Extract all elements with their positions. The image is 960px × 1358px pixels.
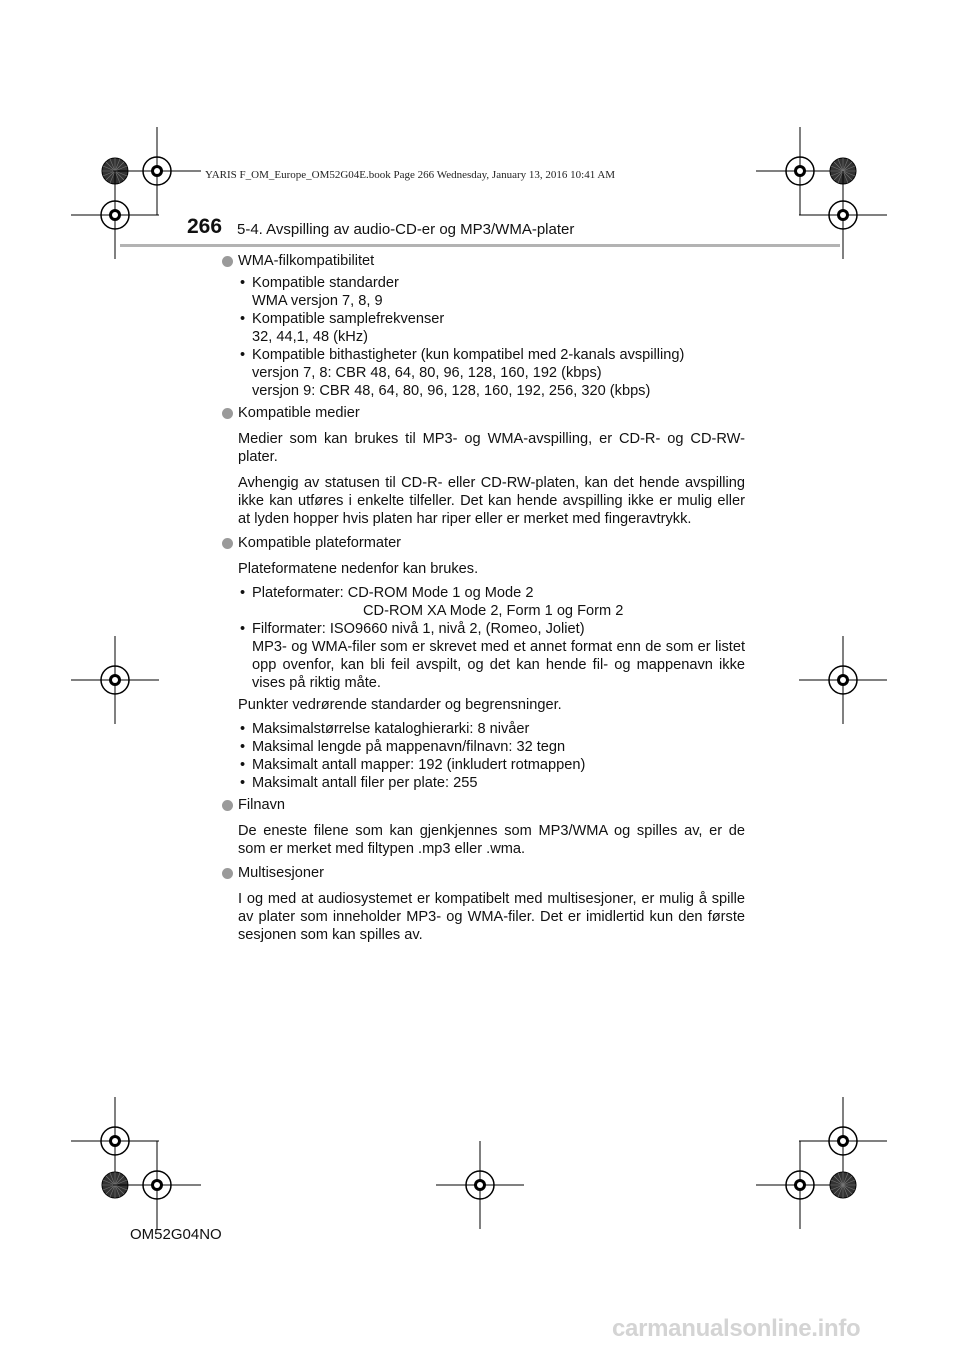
list-item: [238, 310, 745, 346]
bullet-icon: [222, 538, 233, 549]
section-multisession: [222, 864, 745, 882]
item-detail: versjon 9: CBR 48, 64, 80, 96, 128, 160, 192, 256, 320 (kbps): [252, 383, 651, 399]
item-detail: 32, 44,1, 48 (kHz): [252, 329, 368, 345]
header-rule: [120, 244, 840, 247]
paragraph: De eneste filene som kan gjenkjennes som MP3/WMA og spilles av, er de som er merket med filtypen .mp3 eller .wma.: [238, 823, 745, 857]
bullet-icon: [222, 868, 233, 879]
section-media: [222, 404, 745, 422]
item-detail: versjon 7, 8: CBR 48, 64, 80, 96, 128, 160, 192 (kbps): [252, 365, 602, 381]
list-item: • Maksimal lengde på mappenavn/filnavn: 32 tegn: [238, 738, 745, 756]
book-info-line: YARIS F_OM_Europe_OM52G04E.book Page 266 Wednesday, January 13, 2016 10:41 AM: [205, 169, 616, 181]
paragraph: Plateformatene nedenfor kan brukes.: [238, 561, 479, 577]
paragraph: Medier som kan brukes til MP3- og WMA-avspilling, er CD-R- og CD-RW-plater.: [238, 431, 745, 465]
watermark: carmanualsonline.info: [612, 1315, 861, 1342]
list-item: [238, 274, 745, 310]
crop-mark-icon: [113, 127, 201, 215]
section-filenames: [222, 796, 745, 814]
paragraph: Avhengig av statusen til CD-R- eller CD-RW-platen, kan det hende avspilling ikke kan utføres i enkelte tilfeller. Det kan hende avspilling ikke er mulig eller at lyden hopper hvis platen har riper eller er merket med fingeravtrykk.: [238, 475, 745, 527]
item-label: • Kompatible standarder: [252, 275, 399, 291]
section-title: Kompatible medier: [238, 405, 360, 421]
bullet-icon: [222, 256, 233, 267]
wma-list: [238, 274, 745, 400]
item-label: • Filformater: ISO9660 nivå 1, nivå 2, (Romeo, Joliet): [252, 621, 585, 637]
item-detail: WMA versjon 7, 8, 9: [252, 293, 383, 309]
list-item: [238, 584, 745, 620]
paragraph: I og med at audiosystemet er kompatibelt med multisesjoner, er mulig å spille av plater som inneholder MP3- og WMA-filer. Det er imidlertid kun den første sesjonen som kan spilles av.: [238, 891, 745, 943]
formats-list: [238, 584, 745, 692]
list-item: • Maksimalt antall mapper: 192 (inkludert rotmappen): [238, 756, 745, 774]
section-title: Kompatible plateformater: [238, 535, 402, 551]
list-item: • Maksimalt antall filer per plate: 255: [238, 774, 745, 792]
crop-mark-icon: [830, 1172, 856, 1198]
crop-mark-icon: [799, 636, 887, 724]
crop-mark-icon: [436, 1141, 524, 1229]
page-content: [222, 252, 745, 950]
item-label: • Kompatible bithastigheter (kun kompatibel med 2-kanals avspilling): [252, 347, 685, 363]
bullet-icon: [222, 408, 233, 419]
item-label: • Plateformater: CD-ROM Mode 1 og Mode 2: [252, 585, 534, 601]
section-header: 5-4. Avspilling av audio-CD-er og MP3/WMA-plater: [237, 221, 575, 238]
list-item: [238, 346, 745, 400]
page-number: 266: [187, 215, 223, 238]
section-title: Filnavn: [238, 797, 286, 813]
crop-mark-icon: [113, 1141, 201, 1229]
item-label: • Kompatible samplefrekvenser: [252, 311, 445, 327]
section-title: WMA-filkompatibilitet: [238, 253, 375, 269]
section-title: Multisesjoner: [238, 865, 324, 881]
bullet-icon: [222, 800, 233, 811]
list-item: • Maksimalstørrelse kataloghierarki: 8 nivåer: [238, 720, 745, 738]
item-detail: CD-ROM XA Mode 2, Form 1 og Form 2: [363, 603, 624, 619]
section-formats: [222, 534, 745, 552]
crop-mark-icon: [71, 636, 159, 724]
footer-code: OM52G04NO: [130, 1226, 222, 1243]
item-detail: MP3- og WMA-filer som er skrevet med et annet format enn de som er listet opp ovenfor, kan bli feil avspilt, og det kan hende fil- og mappenavn ikke vises på riktig måte.: [252, 639, 745, 691]
limits-list: [238, 720, 745, 792]
paragraph: Punkter vedrørende standarder og begrensninger.: [238, 697, 562, 713]
section-wma: [222, 252, 745, 270]
list-item: [238, 620, 745, 692]
